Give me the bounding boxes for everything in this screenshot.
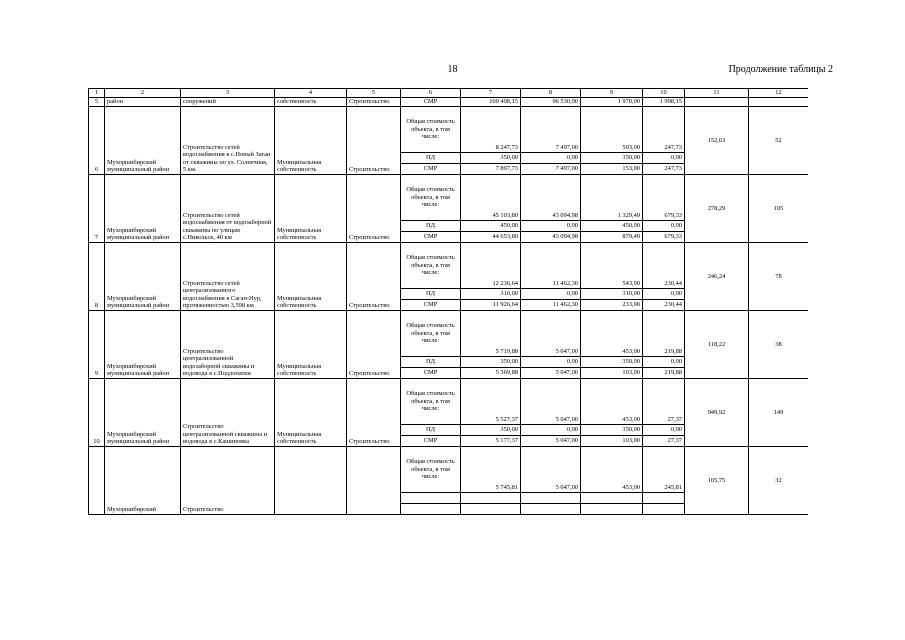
header-row (89, 89, 809, 98)
count-cell: 78 (749, 243, 809, 311)
ownership-cell (275, 447, 347, 515)
cost-label-cell: СМР (401, 98, 461, 107)
value-cell: 543,90 (581, 243, 643, 289)
value-cell: 5 047,00 (521, 368, 581, 379)
cost-label-cell: Общая стоимость объекта, в том числе: (401, 311, 461, 357)
cost-label-cell: ПД (401, 357, 461, 368)
header-cell: 1 (89, 89, 105, 98)
value-cell: 0,00 (521, 153, 581, 164)
value-cell (643, 504, 685, 515)
capacity-cell: 118,22 (685, 311, 749, 379)
value-cell: 103,00 (581, 436, 643, 447)
cost-label-cell: СМР (401, 300, 461, 311)
value-cell: 103,00 (581, 368, 643, 379)
value-cell: 0,00 (521, 425, 581, 436)
table-row (89, 98, 809, 107)
value-cell: 450,00 (461, 221, 521, 232)
value-cell (581, 493, 643, 504)
district-cell: Мухоршибирский муниципальный район (105, 379, 181, 447)
capacity-cell: 278,29 (685, 175, 749, 243)
value-cell: 350,00 (461, 153, 521, 164)
value-cell: 43 094,98 (521, 175, 581, 221)
value-cell: 7 497,00 (521, 164, 581, 175)
ownership-cell: собственность (275, 98, 347, 107)
object-name-cell: Строительство централизованной скважины и водовода в с.Кашиновка (181, 379, 275, 447)
cost-label-cell: Общая стоимость объекта, в том числе: (401, 447, 461, 493)
value-cell: 350,00 (461, 425, 521, 436)
value-cell (521, 493, 581, 504)
value-cell: 153,00 (581, 164, 643, 175)
value-cell: 0,00 (521, 221, 581, 232)
ownership-cell: Муниципальная собственность (275, 175, 347, 243)
district-cell: Мухоршибирский (105, 447, 181, 515)
header-cell: 7 (461, 89, 521, 98)
value-cell: 0,00 (643, 289, 685, 300)
value-cell: 5 527,37 (461, 379, 521, 425)
value-cell: 5 719,88 (461, 311, 521, 357)
object-name-cell: Строительство централизованной водозаборной скважины и водовода в с.Подлопатки (181, 311, 275, 379)
work-type-cell: Строительство (347, 243, 401, 311)
value-cell: 879,49 (581, 232, 643, 243)
continuation-label: Продолжение таблицы 2 (728, 64, 833, 75)
header-cell: 2 (105, 89, 181, 98)
row-number: 8 (89, 243, 105, 311)
table-row (89, 311, 809, 357)
header-cell: 8 (521, 89, 581, 98)
district-cell: Мухоршибирский муниципальный район (105, 311, 181, 379)
value-cell: 1 329,49 (581, 175, 643, 221)
value-cell: 1 970,00 (581, 98, 643, 107)
header-cell: 5 (347, 89, 401, 98)
capacity-cell: 105,75 (685, 447, 749, 515)
value-cell: 27,37 (643, 436, 685, 447)
value-cell: 453,00 (581, 311, 643, 357)
object-name-cell: Строительство сетей водоснабжения от водозаборной скважины по улицам с.Никольск, 40 км (181, 175, 275, 243)
count-cell (749, 98, 809, 107)
value-cell: 11 926,64 (461, 300, 521, 311)
value-cell: 0,00 (643, 425, 685, 436)
capacity-cell: 246,24 (685, 243, 749, 311)
work-type-cell: Строительство (347, 311, 401, 379)
count-cell: 149 (749, 379, 809, 447)
value-cell: 679,33 (643, 232, 685, 243)
value-cell: 350,00 (461, 357, 521, 368)
data-table (88, 88, 808, 515)
value-cell: 7 897,73 (461, 164, 521, 175)
cost-label-cell: СМР (401, 436, 461, 447)
count-cell: 52 (749, 107, 809, 175)
value-cell: 43 094,98 (521, 232, 581, 243)
work-type-cell: Строительство (347, 175, 401, 243)
work-type-cell: Строительство (347, 379, 401, 447)
work-type-cell: Строительство (347, 98, 401, 107)
header-cell: 9 (581, 89, 643, 98)
cost-label-cell: Общая стоимость объекта, в том числе: (401, 243, 461, 289)
value-cell: 7 497,00 (521, 107, 581, 153)
value-cell (401, 493, 461, 504)
value-cell: 0,00 (521, 357, 581, 368)
table-row (89, 447, 809, 493)
table-row (89, 243, 809, 289)
table-row (89, 107, 809, 153)
row-number: 10 (89, 379, 105, 447)
object-name-cell: сооружений (181, 98, 275, 107)
page-number: 18 (447, 64, 458, 75)
object-name-cell: Строительство сетей централизованного водоснабжения в Саган-Нур, протяженностью 3,598 км (181, 243, 275, 311)
capacity-cell: 949,92 (685, 379, 749, 447)
value-cell: 0,00 (643, 357, 685, 368)
count-cell: 32 (749, 447, 809, 515)
value-cell: 219,88 (643, 368, 685, 379)
value-cell: 219,88 (643, 311, 685, 357)
value-cell: 350,00 (581, 153, 643, 164)
row-number: 9 (89, 311, 105, 379)
value-cell: 1 998,15 (643, 98, 685, 107)
value-cell (461, 504, 521, 515)
table-row (89, 379, 809, 425)
value-cell: 5 047,00 (521, 436, 581, 447)
value-cell: 247,73 (643, 164, 685, 175)
value-cell: 245,81 (643, 447, 685, 493)
object-name-cell: Строительство сетей водоснабжения в с.Новый Заган от скважины по ул. Солнечная, 5 км. (181, 107, 275, 175)
row-number: 7 (89, 175, 105, 243)
cost-label-cell: Общая стоимость объекта, в том числе: (401, 107, 461, 153)
cost-label-cell: ПД (401, 153, 461, 164)
value-cell (521, 504, 581, 515)
value-cell: 5 745,81 (461, 447, 521, 493)
cost-label-cell: СМР (401, 368, 461, 379)
work-type-cell (347, 447, 401, 515)
capacity-cell: 152,63 (685, 107, 749, 175)
value-cell: 5 369,88 (461, 368, 521, 379)
cost-label-cell: Общая стоимость объекта, в том числе: (401, 379, 461, 425)
ownership-cell: Муниципальная собственность (275, 379, 347, 447)
row-number: 5 (89, 98, 105, 107)
value-cell: 310,00 (581, 289, 643, 300)
value-cell: 247,73 (643, 107, 685, 153)
header-cell: 6 (401, 89, 461, 98)
row-number: 6 (89, 107, 105, 175)
value-cell: 310,00 (461, 289, 521, 300)
count-cell: 105 (749, 175, 809, 243)
header-cell: 10 (643, 89, 685, 98)
value-cell (461, 493, 521, 504)
ownership-cell: Муниципальная собственность (275, 243, 347, 311)
value-cell: 5 177,37 (461, 436, 521, 447)
value-cell: 453,00 (581, 379, 643, 425)
value-cell: 27,37 (643, 379, 685, 425)
ownership-cell: Муниципальная собственность (275, 311, 347, 379)
cost-label-cell: Общая стоимость объекта, в том числе: (401, 175, 461, 221)
value-cell: 8 247,73 (461, 107, 521, 153)
district-cell: Мухоршибирский муниципальный район (105, 107, 181, 175)
value-cell (401, 504, 461, 515)
header-cell: 3 (181, 89, 275, 98)
object-name-cell: Строительство (181, 447, 275, 515)
value-cell: 100 498,15 (461, 98, 521, 107)
value-cell: 230,44 (643, 300, 685, 311)
value-cell: 5 047,00 (521, 447, 581, 493)
cost-label-cell: ПД (401, 289, 461, 300)
value-cell: 0,00 (521, 289, 581, 300)
value-cell: 233,90 (581, 300, 643, 311)
value-cell: 5 047,00 (521, 311, 581, 357)
value-cell: 453,00 (581, 447, 643, 493)
work-type-cell: Строительство (347, 107, 401, 175)
value-cell: 96 530,00 (521, 98, 581, 107)
header-cell: 12 (749, 89, 809, 98)
district-cell: Мухоршибирский муниципальный район (105, 175, 181, 243)
header-cell: 11 (685, 89, 749, 98)
count-cell: 38 (749, 311, 809, 379)
value-cell: 5 047,00 (521, 379, 581, 425)
value-cell: 0,00 (643, 153, 685, 164)
value-cell: 503,00 (581, 107, 643, 153)
header-cell: 4 (275, 89, 347, 98)
value-cell: 12 236,64 (461, 243, 521, 289)
value-cell: 679,33 (643, 175, 685, 221)
value-cell: 11 462,30 (521, 243, 581, 289)
value-cell: 0,00 (643, 221, 685, 232)
row-number (89, 447, 105, 515)
value-cell: 450,00 (581, 221, 643, 232)
cost-label-cell: ПД (401, 425, 461, 436)
value-cell (581, 504, 643, 515)
table-container (88, 88, 808, 569)
cost-label-cell: ПД (401, 221, 461, 232)
district-cell: район (105, 98, 181, 107)
district-cell: Мухоршибирский муниципальный район (105, 243, 181, 311)
value-cell: 350,00 (581, 425, 643, 436)
cost-label-cell: СМР (401, 164, 461, 175)
ownership-cell: Муниципальная собственность (275, 107, 347, 175)
capacity-cell (685, 98, 749, 107)
value-cell: 45 103,80 (461, 175, 521, 221)
value-cell: 230,44 (643, 243, 685, 289)
value-cell: 350,00 (581, 357, 643, 368)
value-cell (643, 493, 685, 504)
value-cell: 11 462,30 (521, 300, 581, 311)
table-row (89, 175, 809, 221)
cost-label-cell: СМР (401, 232, 461, 243)
value-cell: 44 653,80 (461, 232, 521, 243)
